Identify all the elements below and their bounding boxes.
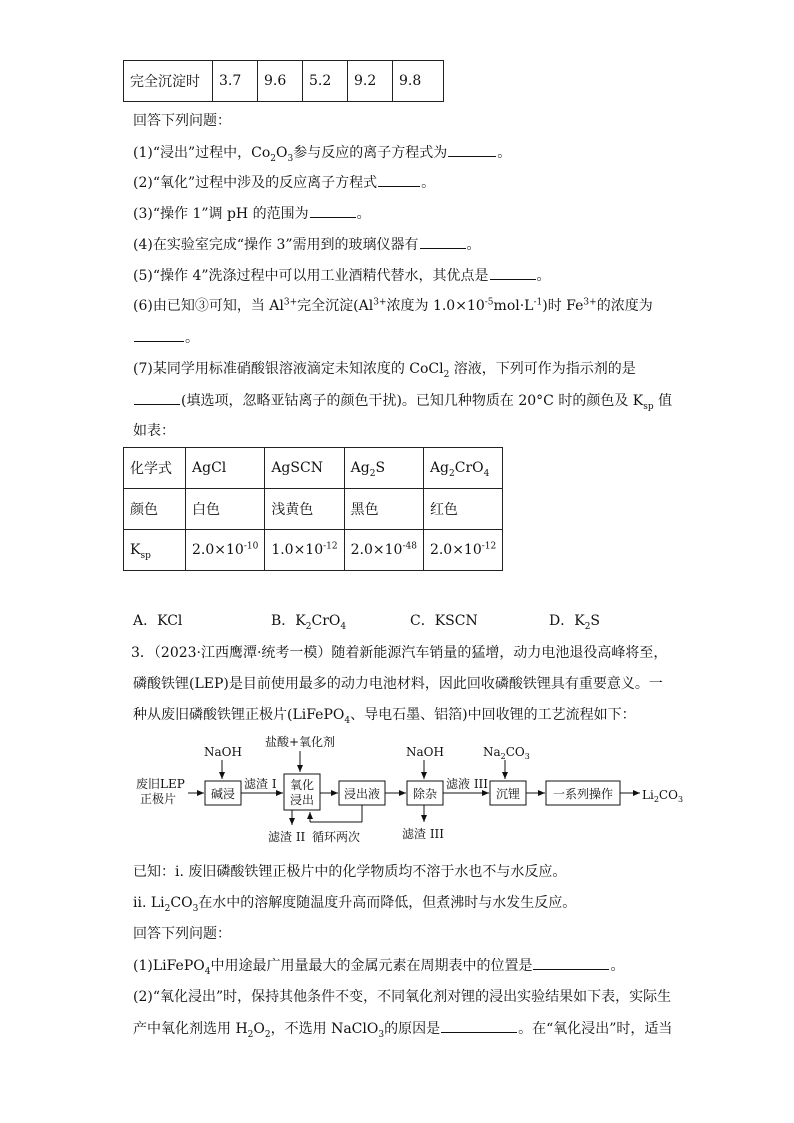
- row-label: 颜色: [124, 489, 186, 530]
- step-oxidative-leach-line1: 氧化: [290, 778, 315, 792]
- known-info-i: 已知：ⅰ. 废旧磷酸铁锂正极片中的化学物质均不溶于水也不与水反应。: [133, 864, 567, 880]
- answer-intro: 回答下列问题：: [133, 926, 231, 942]
- start-material-line1: 废旧LEP: [136, 777, 185, 791]
- filtrate-3: 滤液 III: [446, 777, 489, 791]
- choice-c[interactable]: C．KSCN: [410, 613, 478, 629]
- loop-label: 循环两次: [312, 830, 361, 844]
- answer-blank[interactable]: [490, 265, 536, 280]
- filter-residue-1: 滤渣 I: [244, 777, 277, 791]
- answer-blank[interactable]: [310, 203, 356, 218]
- table-row: [124, 448, 503, 489]
- process-flow-diagram: [130, 732, 690, 852]
- table-cell: 黑色: [344, 489, 423, 530]
- start-material-line2: 正极片: [140, 792, 177, 806]
- step-lithium-precipitation-label: 沉锂: [496, 787, 521, 801]
- question-line: 。: [133, 327, 199, 348]
- step-leachate-label: 浸出液: [344, 787, 381, 801]
- product-li2co3: $Li_2CO_3$: [642, 788, 684, 804]
- question-3-line: 磷酸铁锂(LEP)是目前使用最多的动力电池材料，因此回收磷酸铁锂具有重要意义。一: [133, 676, 663, 692]
- choice-b[interactable]: B．$K_2CrO_4$: [271, 613, 347, 632]
- answer-blank[interactable]: [441, 1018, 517, 1033]
- choice-a[interactable]: A．KCl: [133, 613, 183, 629]
- step-series-operations-label: 一系列操作: [553, 787, 614, 801]
- row-label: 完全沉淀时: [124, 61, 213, 102]
- table-cell: $2.0\times 10^{-48}$: [344, 530, 423, 571]
- choice-d[interactable]: D．$K_2S$: [549, 613, 601, 632]
- table-cell: AgCl: [186, 448, 265, 489]
- table-row: [124, 489, 503, 530]
- answer-blank[interactable]: [420, 234, 466, 249]
- table-cell: 9.8: [393, 61, 444, 102]
- question-line: (3)“操作 1”调 pH 的范围为 。: [133, 203, 371, 224]
- filter-residue-3: 滤渣 III: [402, 827, 445, 841]
- question-line: (2)“氧化浸出”时，保持其他条件不变，不同氧化剂对锂的浸出实验结果如下表，实际生: [133, 989, 672, 1005]
- question-3-line: 3．（2023·江西鹰潭·统考一模）随着新能源汽车销量的猛增，动力电池退役高峰将至，: [131, 645, 668, 661]
- question-line: (5)“操作 4”洗涤过程中可以用工业酒精代替水，其优点是 。: [133, 265, 551, 286]
- table-row: [124, 61, 444, 102]
- answer-blank[interactable]: [533, 955, 609, 970]
- table-row: [124, 530, 503, 571]
- table-cell: $2.0\times 10^{-12}$: [423, 530, 502, 571]
- reagent-na2co3: $Na_2CO_3$: [483, 745, 530, 761]
- table-cell: 红色: [423, 489, 502, 530]
- answer-blank[interactable]: [448, 142, 496, 157]
- precipitation-table: [123, 60, 444, 102]
- question-line: (6)由已知③可知，当 $Al^{3+}$完全沉淀($Al^{3+}$浓度为 $1.0\times 10^{-5}mol\cdot L^{-1}$)时 $Fe^{3+}$的浓度为: [133, 297, 653, 314]
- question-line: (填选项，忽略亚钴离子的颜色干扰)。已知几种物质在 20°C 时的颜色及 $K_{sp}$ 值: [133, 390, 672, 411]
- question-line: 产中氧化剂选用 $H_2O_2$，不选用 NaClO$_3$的原因是 。在“氧化浸出”时，适当: [133, 1018, 672, 1039]
- table-cell: 浅黄色: [265, 489, 344, 530]
- reagent-acid-oxidant: 盐酸+氧化剂: [265, 735, 336, 749]
- table-cell: $Ag_2S$: [344, 448, 423, 489]
- step-oxidative-leach-line2: 浸出: [290, 793, 315, 807]
- answer-blank[interactable]: [134, 390, 180, 405]
- question-line: (2)“氧化”过程中涉及的反应离子方程式 。: [133, 172, 435, 193]
- ksp-table: [123, 447, 503, 571]
- table-cell: 9.2: [348, 61, 393, 102]
- step-alkali-leach-label: 碱浸: [211, 787, 236, 801]
- question-line: (1)“浸出”过程中，$Co_2O_3$参与反应的离子方程式为 。: [133, 142, 511, 163]
- table-cell: $2.0\times 10^{-10}$: [186, 530, 265, 571]
- reagent-naoh-1: NaOH: [204, 745, 242, 759]
- table-cell: 白色: [186, 489, 265, 530]
- row-label: 化学式: [124, 448, 186, 489]
- answer-intro: 回答下列问题：: [133, 113, 231, 129]
- table-cell: AgSCN: [265, 448, 344, 489]
- answer-blank[interactable]: [134, 327, 184, 342]
- table-cell: $Ag_2CrO_4$: [423, 448, 502, 489]
- question-line: (7)某同学用标准硝酸银溶液滴定未知浓度的 CoCl$_2$ 溶液，下列可作为指示剂的是: [133, 361, 636, 380]
- filter-residue-2: 滤渣 II: [268, 830, 306, 844]
- table-cell: 5.2: [303, 61, 348, 102]
- table-cell: 9.6: [258, 61, 303, 102]
- question-line: (4)在实验室完成“操作 3”需用到的玻璃仪器有 。: [133, 234, 481, 255]
- table-cell: 3.7: [213, 61, 258, 102]
- question-line: 如表：: [133, 423, 175, 439]
- reagent-naoh-2: NaOH: [406, 745, 444, 759]
- question-line: (1)LiFePO$_4$中用途最广用量最大的金属元素在周期表中的位置是 。: [133, 955, 624, 976]
- table-cell: $1.0\times 10^{-12}$: [265, 530, 344, 571]
- row-label: $K_{sp}$: [124, 530, 186, 571]
- known-info-ii: ⅱ. $Li_2CO_3$在水中的溶解度随温度升高而降低，但煮沸时与水发生反应。: [133, 895, 577, 914]
- answer-blank[interactable]: [378, 172, 420, 187]
- question-3-line: 种从废旧磷酸铁锂正极片(LiFePO$_4$、导电石墨、铝箔)中回收锂的工艺流程如下：: [133, 707, 636, 726]
- step-impurity-removal-label: 除杂: [413, 787, 438, 801]
